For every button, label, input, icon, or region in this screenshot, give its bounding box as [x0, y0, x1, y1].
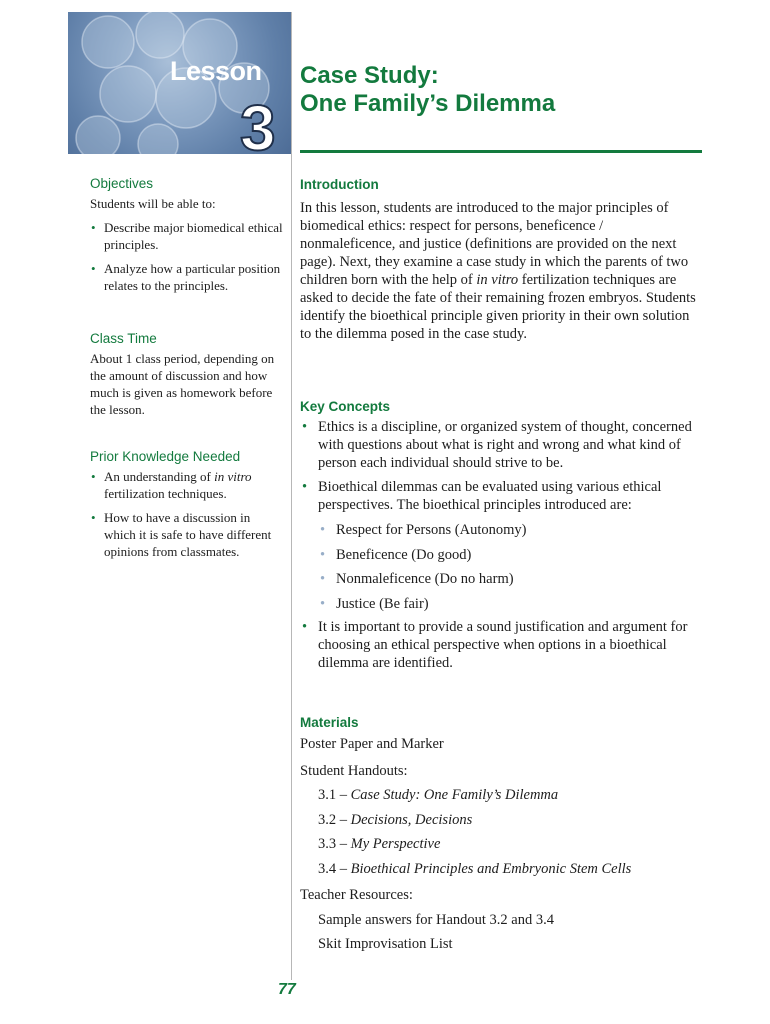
- column-divider: [291, 12, 292, 980]
- key-concepts-section: [300, 398, 700, 672]
- handout-title: Case Study: One Family’s Dilemma: [350, 787, 559, 803]
- handout-number: 3.2 –: [318, 811, 351, 828]
- objectives-intro: Students will be able to:: [90, 196, 216, 211]
- key-concepts-heading: Key Concepts: [300, 399, 391, 414]
- objectives-heading: Objectives: [90, 176, 154, 191]
- objectives-section: [90, 175, 285, 294]
- materials-section: [300, 714, 700, 957]
- lesson-number: 3: [240, 92, 276, 164]
- lesson-label: Lesson: [170, 56, 262, 86]
- key-concept-item: • Ethics is a discipline, or organized system of thought, concerned with questions about what is right and wrong and what kind of person each individual should strive to be.: [300, 418, 700, 472]
- objective-item: • Analyze how a particular position relates to the principles.: [90, 260, 285, 294]
- prior-knowledge-item: • How to have a discussion in which it is safe to have different opinions from classmates.: [90, 509, 285, 560]
- materials-poster: Poster Paper and Marker: [300, 736, 444, 752]
- principle-item: • Beneficence (Do good): [318, 543, 700, 568]
- key-concept-item: • It is important to provide a sound justification and argument for choosing an ethical perspective when options in a bioethical dilemma are identified.: [300, 618, 700, 672]
- introduction-section: [300, 176, 700, 343]
- intro-italic: in vitro: [476, 272, 519, 288]
- intro-text: In this lesson, students are introduced to the major principles of biomedical ethics: respect for persons, beneficence / nonmaleficence, and justice (definitions are provided on the next page). Next, they examine a case study in which the parents of two children born with the help of: [300, 200, 689, 288]
- prior-knowledge-italic: in vitro: [214, 469, 252, 484]
- intro-text: fertilization techniques are asked to decide the fate of their remaining frozen embryos. Students identify the bioethical principle given priority in their own solution to the dilemma posed in the case study.: [300, 272, 696, 342]
- handout-item: [300, 783, 700, 808]
- teacher-resources-label: Teacher Resources:: [300, 887, 413, 903]
- class-time-text: About 1 class period, depending on the amount of discussion and how much is given as homework before the lesson.: [90, 351, 275, 417]
- title-line-2: One Family’s Dilemma: [300, 90, 556, 117]
- prior-knowledge-item: [90, 468, 285, 502]
- handout-number: 3.4 –: [318, 860, 351, 877]
- materials-heading: Materials: [300, 715, 359, 730]
- handout-title: Decisions, Decisions: [350, 811, 473, 828]
- handout-item: [300, 857, 700, 882]
- class-time-section: [90, 330, 285, 418]
- title-underline: [300, 150, 702, 153]
- teacher-resource-item: Skit Improvisation List: [318, 936, 453, 952]
- prior-knowledge-heading: Prior Knowledge Needed: [90, 449, 241, 464]
- teacher-resource-item: Sample answers for Handout 3.2 and 3.4: [318, 911, 554, 928]
- handout-item: [300, 808, 700, 833]
- title-line-1: Case Study:: [300, 62, 439, 89]
- objective-item: • Describe major biomedical ethical principles.: [90, 219, 285, 253]
- prior-knowledge-section: [90, 448, 285, 560]
- class-time-heading: Class Time: [90, 331, 157, 346]
- page-title: [300, 62, 555, 118]
- handout-number: 3.1 –: [318, 787, 351, 803]
- handout-title: My Perspective: [350, 836, 441, 852]
- prior-knowledge-text: An understanding of: [104, 469, 215, 484]
- handout-item: [300, 832, 700, 857]
- principle-item: • Nonmaleficence (Do no harm): [318, 567, 700, 592]
- introduction-heading: Introduction: [300, 177, 379, 192]
- principle-item: • Justice (Be fair): [318, 592, 700, 617]
- handouts-label: Student Handouts:: [300, 762, 408, 779]
- introduction-text: [300, 199, 700, 343]
- principle-item: • Respect for Persons (Autonomy): [318, 518, 700, 543]
- handout-title: Bioethical Principles and Embryonic Stem Cells: [350, 860, 632, 877]
- prior-knowledge-text: fertilization techniques.: [104, 486, 227, 501]
- page-number: 77: [278, 981, 296, 998]
- key-concept-text: Bioethical dilemmas can be evaluated using various ethical perspectives. The bioethical principles introduced are:: [318, 479, 662, 513]
- key-concept-item: [300, 478, 700, 616]
- handout-number: 3.3 –: [318, 836, 351, 852]
